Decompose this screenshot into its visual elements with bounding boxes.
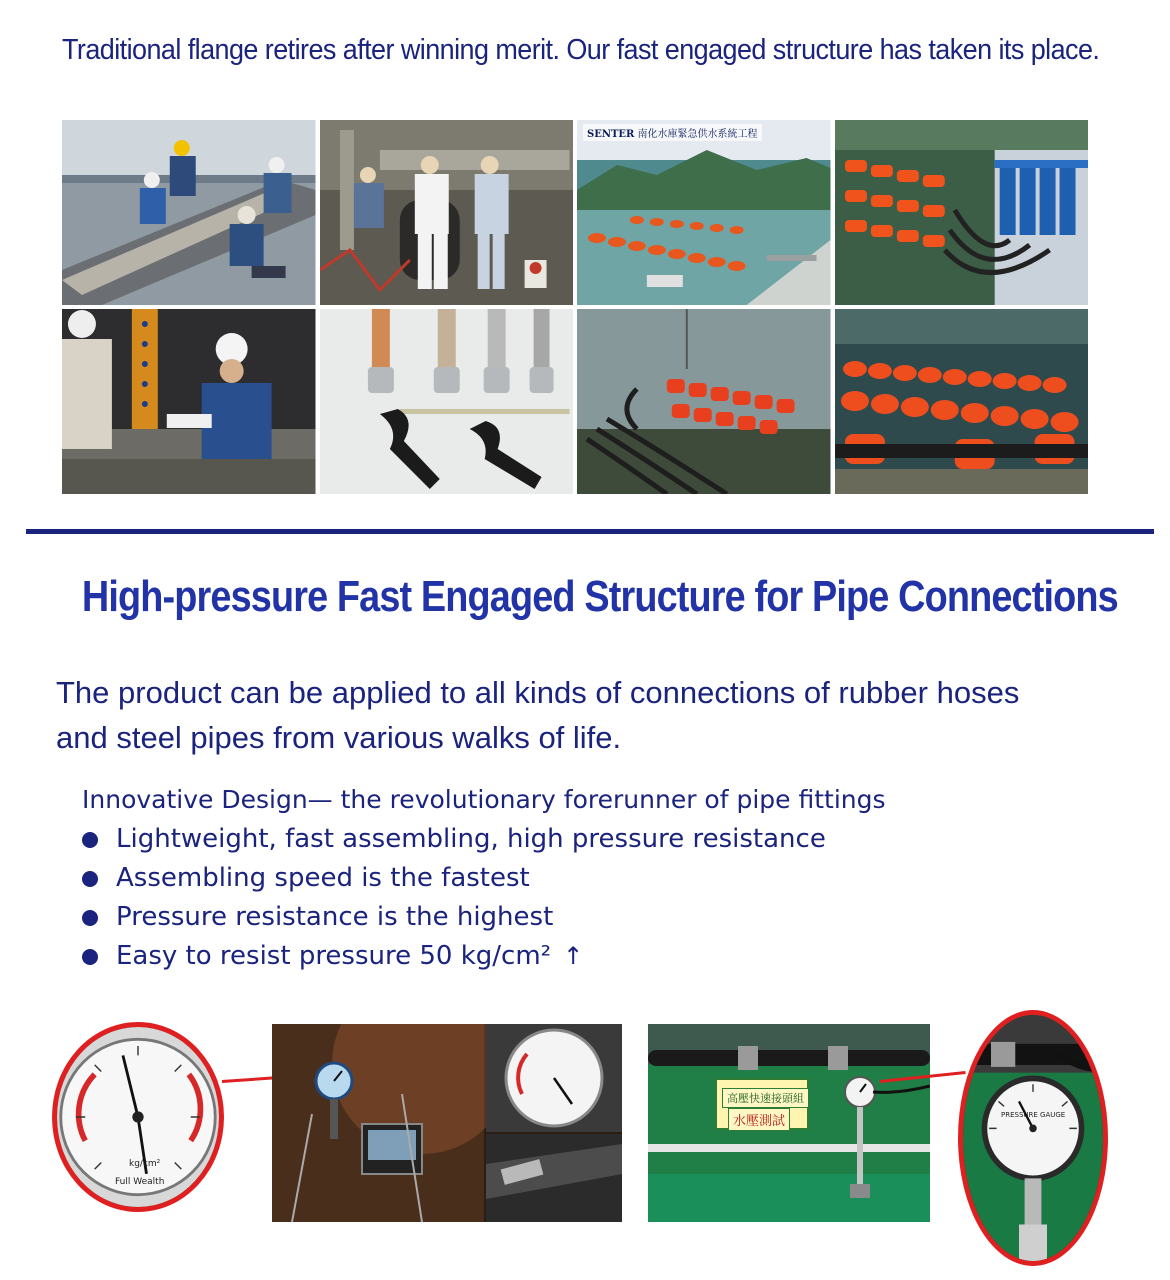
test-rig-collage — [272, 1024, 622, 1222]
photo-industrial-workers — [320, 120, 574, 305]
bullet-icon — [82, 910, 98, 926]
photo-workers-pipe — [62, 120, 316, 305]
features-lead: Innovative Design— the revolutionary forerunner of pipe fittings — [82, 785, 886, 814]
right-gauge-label: PRESSURE GAUGE — [1001, 1111, 1066, 1119]
gauge-section — [0, 1010, 1170, 1270]
sign-top-label: 高壓快速接頭組 — [722, 1088, 809, 1108]
feature-item: Pressure resistance is the highest — [82, 898, 1082, 937]
intro-paragraph — [56, 670, 1136, 760]
photo-grid — [62, 120, 1088, 494]
pressure-test-photo — [648, 1024, 930, 1222]
left-gauge-zoom — [52, 1022, 224, 1212]
feature-item: Lightweight, fast assembling, high pressure resistance — [82, 820, 1082, 859]
photo-floats-closeup — [835, 309, 1089, 494]
photo-pumps-floats — [835, 120, 1089, 305]
left-gauge-brand: Full Wealth — [115, 1177, 165, 1187]
features-list — [82, 820, 1082, 976]
sign-bottom-label: 水壓測試 — [728, 1108, 790, 1131]
feature-item: Easy to resist pressure 50 kg/cm² ↑ — [82, 937, 1082, 976]
reservoir-caption: SENTER 南化水庫緊急供水系統工程 — [583, 124, 762, 141]
bullet-icon — [82, 871, 98, 887]
right-gauge-zoom — [958, 1010, 1108, 1266]
tagline: Traditional flange retires after winning merit. Our fast engaged structure has taken its place. — [62, 34, 1100, 66]
left-gauge-unit: kg/cm² — [129, 1159, 161, 1169]
feature-item: Assembling speed is the fastest — [82, 859, 1082, 898]
photo-fittings-wrenches — [320, 309, 574, 494]
photo-flange-worker — [62, 309, 316, 494]
bullet-icon — [82, 832, 98, 848]
intro-line-2: and steel pipes from various walks of life. — [56, 720, 622, 755]
intro-line-1: The product can be applied to all kinds of connections of rubber hoses — [56, 675, 1020, 710]
features-block — [82, 782, 1082, 976]
bullet-icon — [82, 949, 98, 965]
headline: High-pressure Fast Engaged Structure for Pipe Connections — [81, 572, 1118, 621]
photo-floats-shore — [577, 309, 831, 494]
up-arrow-icon: ↑ — [563, 942, 584, 970]
section-divider — [26, 529, 1154, 534]
photo-reservoir-floats — [577, 120, 831, 305]
